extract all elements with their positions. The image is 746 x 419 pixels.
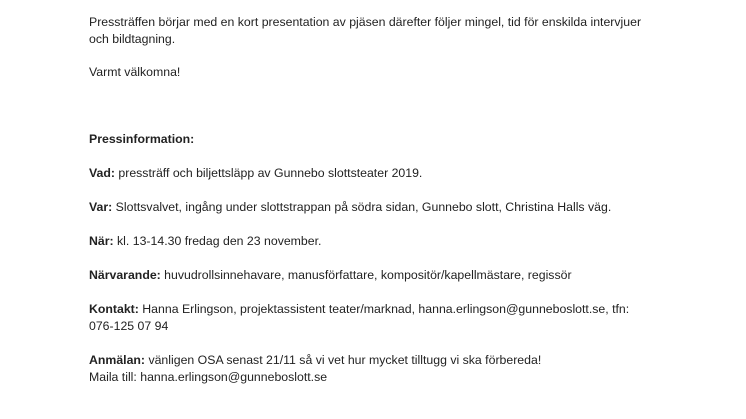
info-nar	[89, 233, 649, 250]
press-heading	[89, 131, 649, 148]
info-var	[89, 199, 649, 216]
document-page	[89, 14, 649, 386]
press-heading-label: Pressinformation:	[89, 132, 195, 146]
spacer	[89, 335, 649, 352]
spacer	[89, 148, 649, 165]
info-nar-value: kl. 13-14.30 fredag den 23 november.	[113, 234, 322, 248]
spacer	[89, 182, 649, 199]
intro-paragraph: Pressträffen börjar med en kort presentation av pjäsen därefter följer mingel, tid för enskilda intervjuer och bildtagning.	[89, 15, 642, 46]
info-vad	[89, 165, 649, 182]
info-anmalan-value: vänligen OSA senast 21/11 så vi vet hur mycket tilltugg vi ska förbereda!	[145, 353, 542, 367]
info-narvarande-value: huvudrollsinnehavare, manusförfattare, kompositör/kapellmästare, regissör	[160, 268, 572, 282]
info-anmalan-email-line: Maila till: hanna.erlingson@gunneboslott.se	[89, 370, 328, 384]
info-narvarande	[89, 267, 649, 284]
info-kontakt-value: Hanna Erlingson, projektassistent teater/marknad, hanna.erlingson@gunneboslott.se, tfn: 076-125 07 94	[89, 302, 630, 333]
spacer	[89, 81, 649, 131]
info-vad-value: pressträff och biljettsläpp av Gunnebo slottsteater 2019.	[114, 166, 423, 180]
spacer	[89, 284, 649, 301]
spacer	[89, 216, 649, 233]
info-vad-label: Vad:	[89, 166, 115, 180]
info-kontakt	[89, 301, 649, 335]
info-anmalan-label: Anmälan:	[89, 353, 146, 367]
welcome-text: Varmt välkomna!	[89, 65, 181, 79]
spacer	[89, 250, 649, 267]
info-var-value: Slottsvalvet, ingång under slottstrappan på södra sidan, Gunnebo slott, Christina Halls väg.	[112, 200, 612, 214]
info-anmalan	[89, 352, 649, 386]
spacer	[89, 48, 649, 64]
info-var-label: Var:	[89, 200, 113, 214]
info-narvarande-label: Närvarande:	[89, 268, 161, 282]
info-nar-label: När:	[89, 234, 114, 248]
info-kontakt-label: Kontakt:	[89, 302, 139, 316]
